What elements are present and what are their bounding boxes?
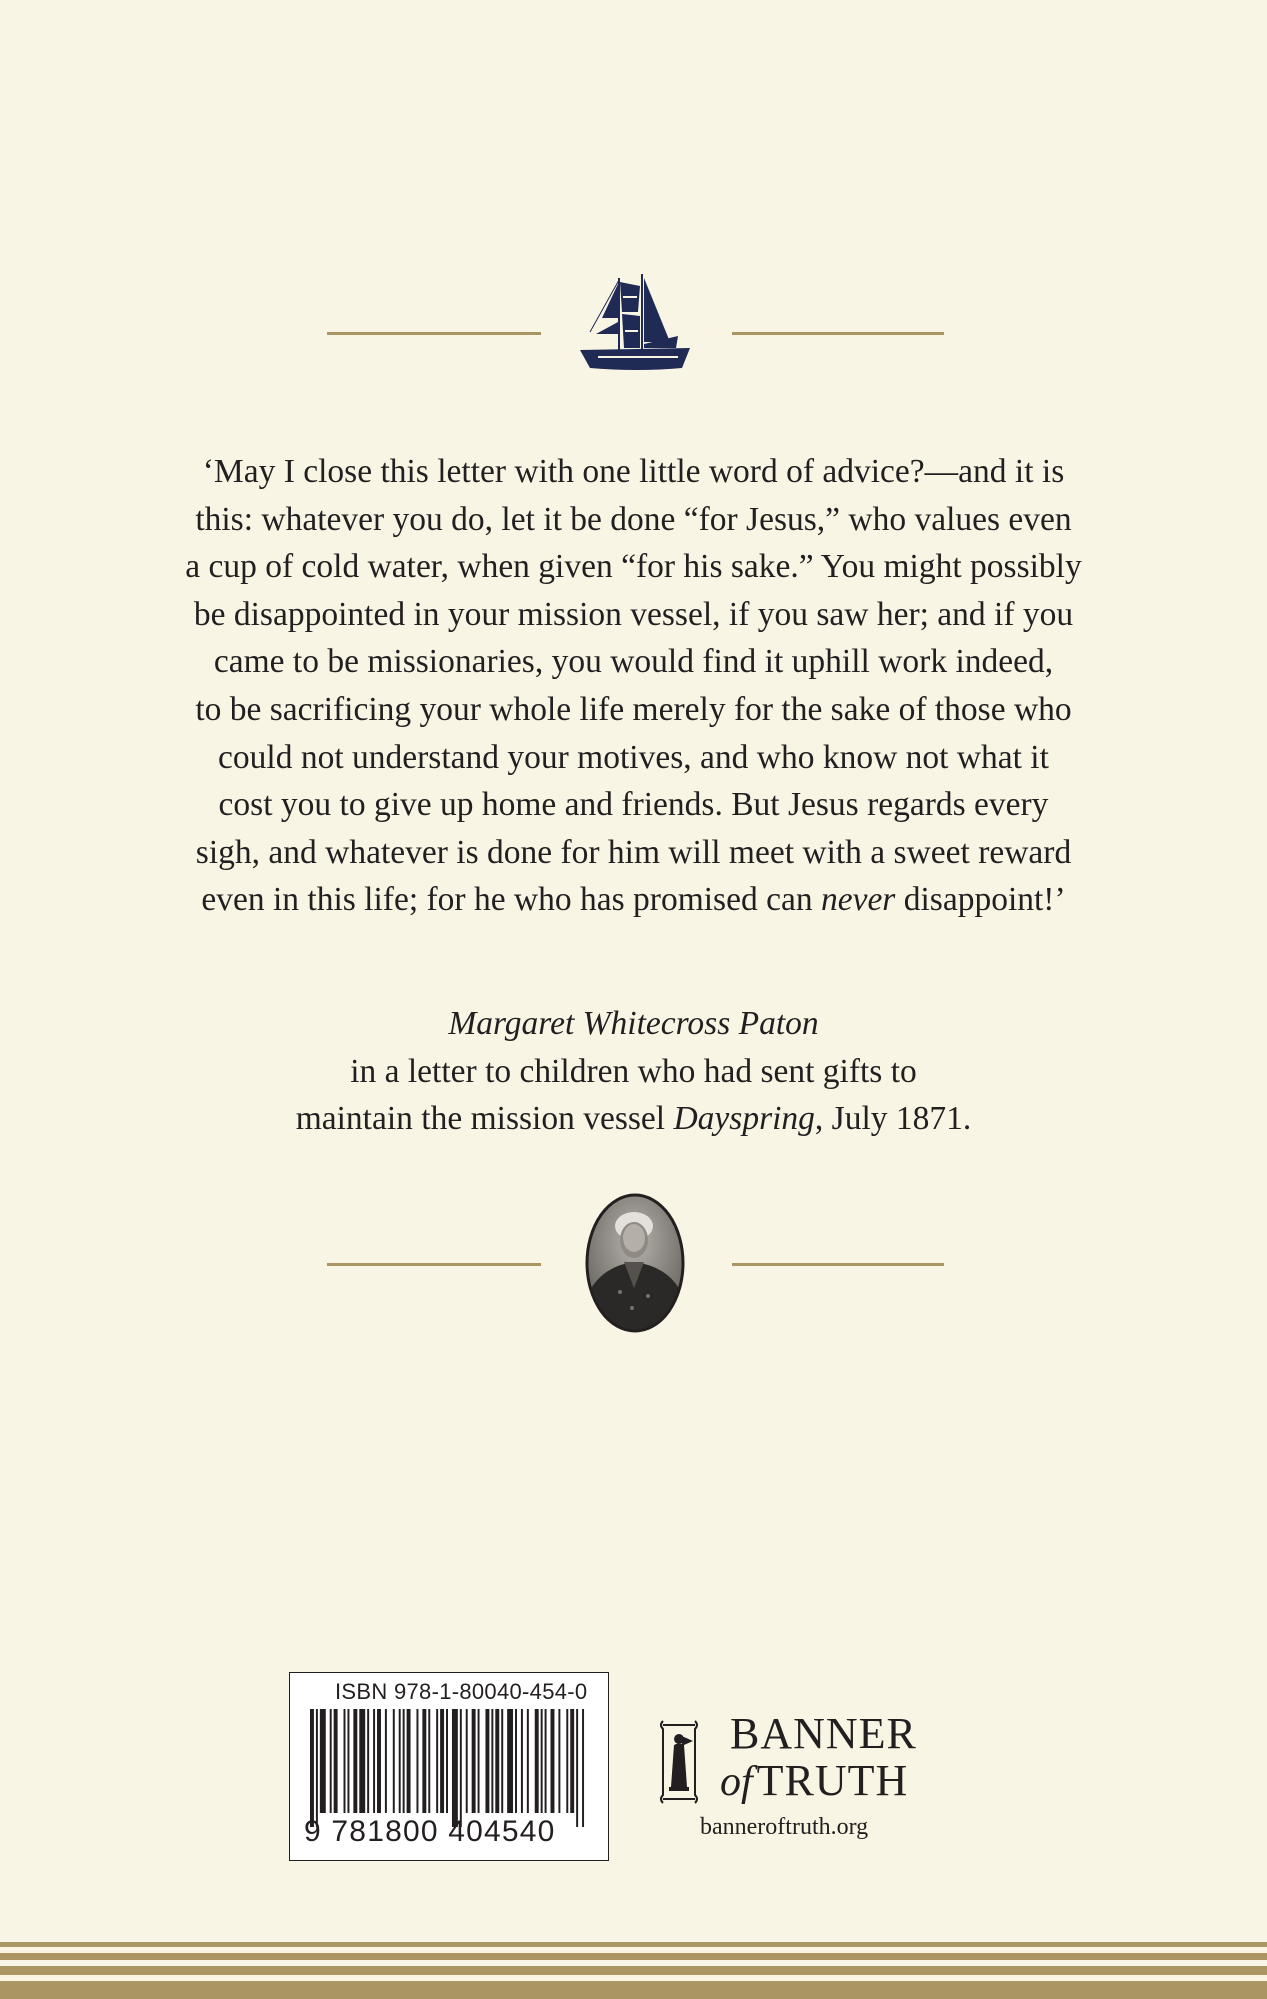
isbn-barcode [289, 1672, 609, 1861]
barcode-bar [507, 1709, 513, 1813]
barcode-bar [347, 1709, 349, 1813]
barcode-bar [373, 1709, 375, 1813]
publisher-url: banneroftruth.org [700, 1814, 869, 1840]
barcode-bar [359, 1709, 365, 1813]
barcode-bar [570, 1709, 574, 1813]
banner-of-truth-logo [649, 1715, 709, 1805]
barcode-bar [428, 1709, 430, 1813]
barcode-bar [576, 1709, 578, 1827]
barcode-bar [353, 1709, 357, 1813]
author-name: Margaret Whitecross Paton [448, 1005, 819, 1042]
barcode-bar [515, 1709, 517, 1813]
barcode-bar [393, 1709, 395, 1813]
quote-line: came to be missionaries, you would find it uphill work indeed, [213, 643, 1054, 681]
barcode-bar [495, 1709, 499, 1813]
top-rule-left [327, 332, 541, 335]
barcode-bar [541, 1709, 543, 1813]
barcode-bar [436, 1709, 438, 1813]
quote-text: disappoint!’ [895, 881, 1066, 919]
barcode-bar [377, 1709, 381, 1813]
barcode-bar [407, 1709, 411, 1813]
barcode-bar [446, 1709, 448, 1813]
barcode-bar [316, 1709, 318, 1827]
quote-line: cost you to give up home and friends. But Jesus regards every [218, 786, 1049, 824]
attribution-line [120, 1095, 1147, 1143]
barcode-bar [566, 1709, 568, 1813]
barcode-bar [310, 1709, 314, 1827]
attribution-block [120, 1000, 1147, 1143]
barcode-bar [582, 1709, 584, 1827]
publisher-name-line2 [720, 1755, 908, 1806]
barcode-bar [478, 1709, 480, 1813]
quote-emphasis: never [820, 881, 896, 919]
publisher-truth: TRUTH [756, 1756, 909, 1805]
barcode-bar [330, 1709, 332, 1813]
quote-line: sigh, and whatever is done for him will meet with a sweet reward [195, 833, 1072, 871]
barcode-bar [440, 1709, 444, 1813]
barcode-bar [551, 1709, 555, 1813]
barcode-bar [460, 1709, 462, 1827]
publisher-name-line1: BANNER [730, 1709, 917, 1758]
barcode-bar [422, 1709, 426, 1813]
attribution-text: , July 1871. [814, 1100, 972, 1138]
isbn-label: ISBN 978-1-80040-454-0 [335, 1679, 588, 1704]
barcode-bar [344, 1709, 346, 1813]
quote-line: this: whatever you do, let it be done “for Jesus,” who values even [195, 500, 1072, 538]
barcode-bar [466, 1709, 468, 1813]
barcode-bar [334, 1709, 338, 1813]
top-rule-right [732, 332, 944, 335]
barcode-bar [501, 1709, 503, 1813]
barcode-bar [535, 1709, 539, 1813]
bottom-stripe-band [0, 1942, 1267, 1999]
barcode-bar [452, 1709, 458, 1827]
barcode-bar [399, 1709, 401, 1813]
quote-line: be disappointed in your mission vessel, if you saw her; and if you [193, 595, 1074, 633]
quote-last-line [120, 876, 1147, 924]
barcode-bar [385, 1709, 387, 1813]
barcode-bar [545, 1709, 547, 1813]
bottom-rule-right [732, 1263, 944, 1266]
barcode-bar [320, 1709, 326, 1813]
barcode-bar [403, 1709, 405, 1813]
quote-line: a cup of cold water, when given “for his sake.” You might possibly [185, 548, 1082, 586]
portrait-oval [584, 1192, 686, 1334]
attribution-line: in a letter to children who had sent gifts to [350, 1052, 917, 1090]
barcode-bar [416, 1709, 418, 1813]
barcode-bar [527, 1709, 529, 1813]
barcode-bar [485, 1709, 489, 1813]
barcode-bar [558, 1709, 560, 1813]
barcode-bars [310, 1709, 586, 1827]
quote-text: even in this life; for he who has promised can [201, 881, 821, 919]
quote-line: to be sacrificing your whole life merely for the sake of those who [195, 690, 1072, 728]
barcode-bar [367, 1709, 369, 1813]
publisher-of: of [720, 1759, 753, 1805]
barcode-bar [521, 1709, 523, 1813]
barcode-bar [472, 1709, 476, 1813]
quote-line: ‘May I close this letter with one little word of advice?—and it is [202, 453, 1065, 490]
quote-block [120, 448, 1147, 924]
quote-line: could not understand your motives, and who know not what it [218, 738, 1049, 776]
bottom-rule-left [327, 1263, 541, 1266]
vessel-name: Dayspring [673, 1100, 815, 1138]
attribution-text: maintain the mission vessel [295, 1100, 674, 1138]
barcode-bar [491, 1709, 493, 1813]
sailing-ship-icon [578, 272, 694, 374]
barcode-digits: 9 781800 404540 [304, 1815, 556, 1848]
